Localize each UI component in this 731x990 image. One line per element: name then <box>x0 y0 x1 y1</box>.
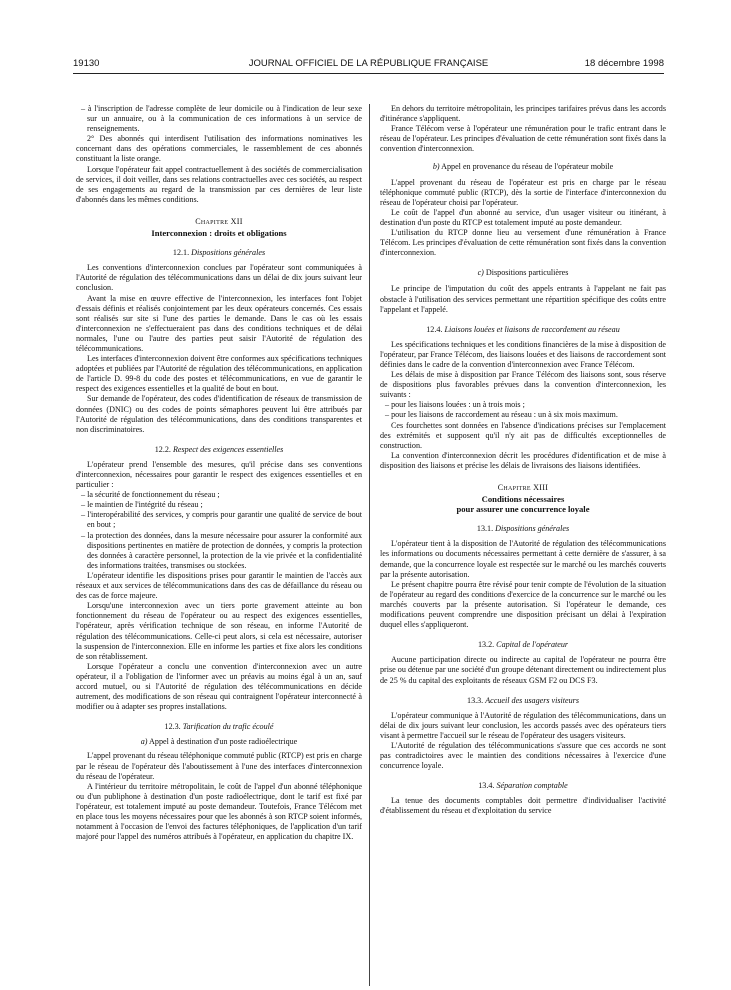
subsection-title: Appel en provenance du réseau de l'opérateur mobile <box>441 162 614 172</box>
section-number: 12.1. <box>172 248 190 258</box>
paragraph: France Télécom verse à l'opérateur une rémunération pour le trafic entrant dans le réseau de l'opérateur. Les principes d'évaluation de cette rémunération sont fixés dans la convention d'interconnexion. <box>380 124 666 154</box>
paragraph: L'utilisation du RTCP donne lieu au versement d'une rémunération à France Télécom. Les principes d'évaluation de cette rémunération sont fixés dans la convention d'interconnexion. <box>380 228 666 258</box>
chapter-title: pour assurer une concurrence loyale <box>456 504 590 515</box>
list-item: – pour les liaisons de raccordement au réseau : un à six mois maximum. <box>385 410 618 420</box>
paragraph: Le principe de l'imputation du coût des appels entrants à l'appelant ne fait pas obstacle à l'utilisation des services permettant une répartition spécifique des coûts entre l'appelant et l'appelé. <box>380 284 666 314</box>
paragraph: Aucune participation directe ou indirecte au capital de l'opérateur ne pourra être prise ou détenue par une société d'un groupe détenant directement ou indirectement plus de 25 % du capital des exploitants de réseaux GSM F2 ou DCS F3. <box>380 655 666 685</box>
section-title: Séparation comptable <box>496 781 568 791</box>
paragraph: Lorsque l'opérateur a conclu une convention d'interconnexion avec un autre opérateur, il a l'obligation de l'informer avec un préavis au moins égal à un an, sauf accord mutuel, ou si l'Autorité de régulation des télécommunications en décide autrement, des modifications de son réseau qui contraignent l'opérateur interconnecté à modifier ou à adapter ses propres installations. <box>76 661 362 712</box>
section-title: Capital de l'opérateur <box>496 640 569 650</box>
section-heading <box>76 248 362 258</box>
paragraph: En dehors du territoire métropolitain, les principes tarifaires prévus dans les accords d'itinérance s'appliquent. <box>380 104 666 124</box>
paragraph: L'opérateur prend l'ensemble des mesures, qu'il précise dans ses conventions d'interconnexion, nécessaires pour garantir le respect des exigences essentielles et en particulier : <box>76 459 362 490</box>
list-item: – la sécurité de fonctionnement du réseau ; <box>81 490 220 500</box>
section-heading <box>380 781 666 791</box>
subsection-heading <box>76 737 362 747</box>
chapter-heading: Chapitre XII <box>195 216 243 226</box>
section-number: 13.4. <box>478 781 495 791</box>
paragraph: Les délais de mise à disposition par France Télécom des liaisons sont, sous réserve de dispositions plus favorables prévues dans la convention d'interconnexion, les suivants : <box>380 370 666 400</box>
section-title: Dispositions générales <box>495 524 570 534</box>
right-column <box>380 104 666 817</box>
column-divider <box>369 104 370 986</box>
paragraph: Avant la mise en œuvre effective de l'interconnexion, les interfaces font l'objet d'essais définis et réalisés conjointement par les deux opérateurs concernés. Ces essais sont réalisés sur site si l'une des parties le demande. Dans le cas où les essais d'interconnexion ne s'effectueraient pas dans des conditions techniques et de délai normales, l'une ou l'autre des parties peut saisir l'Autorité de régulation des télécommunications. <box>76 293 362 353</box>
paragraph: Les conventions d'interconnexion conclues par l'opérateur sont communiquées à l'Autorité de régulation des télécommunications dans un délai de dix jours suivant leur conclusion. <box>76 263 362 293</box>
subsection-heading <box>380 268 666 278</box>
section-title: Liaisons louées et liaisons de raccordement au réseau <box>444 324 620 334</box>
list-item: – l'interopérabilité des services, y compris pour garantir une qualité de service de bout en bout ; <box>81 510 362 530</box>
paragraph: L'appel provenant du réseau de l'opérateur est pris en charge par le réseau téléphonique commuté public (RTCP), dès la sortie de l'interface d'interconnexion du réseau de l'opérateur choisi par l'opérateur. <box>380 177 666 207</box>
paragraph: La convention d'interconnexion décrit les procédures d'identification et de mise à disposition des liaisons et précise les délais de livraisons des liaisons identifiées. <box>380 450 666 470</box>
paragraph: Lorsque l'opérateur fait appel contractuellement à des sociétés de commercialisation de services, il doit veiller, dans ses relations contractuelles avec ces sociétés, au respect de ses engagements au regard de la transmission par ces dernières de leur liste d'abonnés dans les mêmes conditions. <box>76 164 362 204</box>
paragraph: Ces fourchettes sont données en l'absence d'indications précises sur l'emplacement des extrémités et supposent qu'il n'y ait pas de difficultés exceptionnelles de construction. <box>380 420 666 450</box>
list-item: – la protection des données, dans la mesure nécessaire pour assurer la conformité aux dispositions pertinentes en matière de protection de données, y compris la protection des données à caractère personnel, la protection de la vie privée et la confidentialité des informations traitées, transmises ou stockées. <box>81 530 362 570</box>
section-heading <box>76 722 362 732</box>
paragraph: La tenue des documents comptables doit permettre d'individualiser l'activité d'établissement du réseau et d'exploitation du service <box>380 796 666 816</box>
chapter-title: Interconnexion : droits et obligations <box>151 228 287 239</box>
section-heading <box>380 325 666 335</box>
paragraph: A l'intérieur du territoire métropolitain, le coût de l'appel d'un abonné téléphonique ou d'un publiphone à destination d'un poste radioélectrique, dont le tarif est fixé par l'opérateur, est totalement imputé au poste demandeur. Toutefois, France Télécom met en place tous les moyens nécessaires pour que les abonnés à son RTCP soient informés, notamment à l'occasion de l'envoi des factures téléphoniques, de l'application d'un tarif majoré pour l'appel des numéros attribués à l'opérateur, en application du chapitre IX. <box>76 781 362 842</box>
paragraph: L'opérateur communique à l'Autorité de régulation des télécommunications, dans un délai de dix jours suivant leur conclusion, les accords passés avec des opérateurs tiers visant à permettre l'accueil sur le réseau de l'opérateur des usagers visiteurs. <box>380 710 666 740</box>
subsection-letter: c) <box>477 268 484 278</box>
paragraph: L'opérateur tient à la disposition de l'Autorité de régulation des télécommunications les informations ou documents nécessaires permettant à cette dernière de s'assurer, à sa demande, que la concurrence loyale est respectée sur le marché ou les marchés couverts par la présente autorisation. <box>380 539 666 579</box>
paragraph: 2° Des abonnés qui interdisent l'utilisation des informations nominatives les concernant dans des opérations commerciales, le rassemblement de ces abonnés constituant la liste orange. <box>76 134 362 164</box>
section-heading <box>380 524 666 534</box>
list-item: – à l'inscription de l'adresse complète de leur domicile ou à l'indication de leur sexe sur un annuaire, ou à la communication de ces informations à un service de renseignements. <box>81 104 362 134</box>
paragraph: Les spécifications techniques et les conditions financières de la mise à disposition de l'opérateur, par France Télécom, des liaisons louées et des liaisons de raccordement sont définies dans le cadre de la convention d'interconnexion avec France Télécom. <box>380 339 666 369</box>
section-number: 12.4. <box>426 324 443 334</box>
paragraph: Le présent chapitre pourra être révisé pour tenir compte de l'évolution de la situation de l'opérateur au regard des conditions d'exercice de la concurrence sur le marché ou les marchés couverts par la présente autorisation. Si l'opérateur le demande, ces modifications peuvent comprendre une disposition précisant un délai à l'expiration duquel elles s'appliqueront. <box>380 579 666 630</box>
page-number: 19130 <box>73 58 100 69</box>
paragraph: Le coût de l'appel d'un abonné au service, d'un usager visiteur ou itinérant, à destination d'un poste du RTCP est totalement imputé au poste demandeur. <box>380 207 666 227</box>
subsection-title: Dispositions particulières <box>485 268 569 278</box>
page-header <box>73 58 664 72</box>
section-number: 13.1. <box>476 524 494 534</box>
journal-title: JOURNAL OFFICIEL DE LA RÉPUBLIQUE FRANÇAISE <box>248 58 489 69</box>
subsection-title: Appel à destination d'un poste radioélectrique <box>149 737 298 747</box>
paragraph: Lorsqu'une interconnexion avec un tiers porte gravement atteinte au bon fonctionnement du réseau de l'opérateur ou au respect des exigences essentielles, l'opérateur, après vérification technique de son réseau, en informe l'Autorité de régulation des télécommunications. Celle-ci peut alors, si cela est nécessaire, autoriser la suspension de l'interconnexion. Elle en informe les parties et fixe alors les conditions de son rétablissement. <box>76 601 362 661</box>
paragraph: L'opérateur identifie les dispositions prises pour garantir le maintien de l'accès aux réseaux et aux services de télécommunications dans des cas de défaillance du réseau ou des cas de force majeure. <box>76 570 362 601</box>
left-column <box>76 104 362 842</box>
publication-date: 18 décembre 1998 <box>584 58 664 69</box>
list-item: – pour les liaisons louées : un à trois mois ; <box>385 400 525 410</box>
subsection-letter: a) <box>140 737 148 747</box>
paragraph: Sur demande de l'opérateur, des codes d'identification de réseaux de transmission de données (DNIC) ou des codes de points sémaphores peuvent lui être attribués par l'Autorité de régulation des télécommunications, dans des conditions transparentes et non discriminatoires. <box>76 394 362 434</box>
section-number: 12.3. <box>164 722 181 732</box>
section-title: Respect des exigences essentielles <box>172 444 284 454</box>
section-title: Accueil des usagers visiteurs <box>485 695 579 705</box>
section-number: 12.2. <box>154 444 171 454</box>
section-number: 13.2. <box>477 640 495 650</box>
section-number: 13.3. <box>467 695 484 705</box>
section-title: Tarification du trafic écoulé <box>182 722 274 732</box>
header-rule <box>73 73 664 74</box>
list-item: – le maintien de l'intégrité du réseau ; <box>81 500 203 510</box>
chapter-heading: Chapitre XIII <box>497 483 549 492</box>
chapter-title: Conditions nécessaires <box>481 494 565 505</box>
paragraph: L'appel provenant du réseau téléphonique commuté public (RTCP) est pris en charge par le réseau de l'opérateur dès l'aboutissement à l'une des interfaces d'interconnexion du réseau de l'opérateur. <box>76 751 362 781</box>
section-heading <box>76 445 362 455</box>
paragraph: L'Autorité de régulation des télécommunications s'assure que ces accords ne sont pas contradictoires avec le maintien des conditions nécessaires à l'exercice d'une concurrence loyale. <box>380 740 666 771</box>
section-heading <box>380 640 666 650</box>
paragraph: Les interfaces d'interconnexion doivent être conformes aux spécifications techniques adoptées et publiées par l'Autorité de régulation des télécommunications, en application de l'article D. 99-8 du code des postes et télécommunications, en vue de garantir le respect des exigences essentielles et la qualité de bout en bout. <box>76 354 362 394</box>
subsection-heading <box>380 162 666 172</box>
section-heading <box>380 696 666 706</box>
subsection-letter: b) <box>432 162 440 172</box>
section-title: Dispositions générales <box>191 248 266 258</box>
